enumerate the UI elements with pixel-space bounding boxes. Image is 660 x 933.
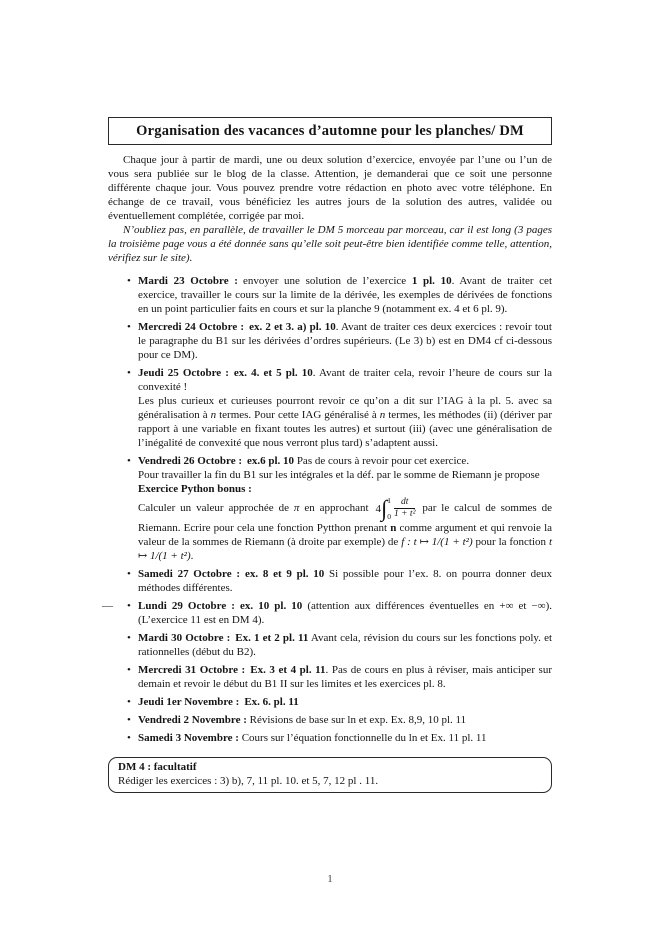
item-text: pour la fonction [472,536,549,548]
bullet-icon: • [127,321,131,333]
math-function-f: t ↦ 1/(1 + t²) [138,536,552,562]
item-text: . Avant de traiter cela, revoir l’heure de cours sur la convexité ! [138,367,552,393]
item-text: termes. Pour cette IAG généralisé à [216,409,380,421]
schedule-item-mardi-23-octobre [108,274,552,316]
page-number: 1 [327,873,333,885]
bullet-icon: • [127,455,131,467]
bullet-icon: • [127,600,131,612]
item-date: Samedi 3 Novembre : [138,732,239,744]
item-date: Mardi 23 Octobre : [138,275,238,287]
math-variable-n: n [379,409,386,421]
item-text: (attention aux différences éventuelles en +∞ et −∞). (L’exercice 11 est en DM 4). [138,600,552,626]
schedule-item-vendredi-26-octobre [108,454,552,563]
item-exercise-ref: ex.6 pl. 10 [247,455,295,467]
item-date: Mardi 30 Octobre : [138,632,231,644]
schedule-item-mercredi-24-octobre [108,320,552,362]
bullet-icon: • [127,696,131,708]
intro-paragraph-2: N’oubliez pas, en parallèle, de travailler le DM 5 morceau par morceau, car il est long (3 pages la troisième page vous a été donnée sans qu’elle soit peut-être bien identifiée comme telle, attention, vérifiez sur le site). [108,224,552,264]
item-exercise-ref: ex. 2 et 3. a) pl. 10 [249,321,336,333]
item-text: Calculer un valeur approchée de [138,502,294,515]
item-date: Vendredi 26 Octobre : [138,455,242,467]
item-exercise-ref: 1 pl. 10 [411,275,452,287]
document-content [102,117,553,793]
item-date: Mercredi 31 Octobre : [138,664,246,676]
schedule-item-samedi-27-octobre [108,567,552,595]
fraction [394,497,415,520]
item-text: Pour travailler la fin du B1 sur les intégrales et la déf. par le somme de Riemann je propose [138,469,540,481]
item-text: . Avant de traiter ces deux exercices : revoir tout le paragraphe du B1 sur les dérivées d’ordres supérieurs. (Le 3) b) est en DM4 cf ci-dessous pour ce DM). [138,321,552,361]
bullet-icon: • [127,568,131,580]
integral-icon: ∫ [380,495,388,521]
fraction-denominator: 1 + t² [394,509,416,519]
dm4-box-title: DM 4 : facultatif [118,761,197,773]
math-variable-n: n [210,409,217,421]
python-arg-n: n [390,522,397,534]
integral-upper-limit: 1 [387,496,392,505]
bullet-icon: • [127,714,131,726]
item-text: . Pas de cours en plus à réviser, mais anticiper sur demain et revoir le début du B1 II sur les limites et les exercices pl. 8. [138,664,552,690]
integral-limits [387,496,391,521]
item-exercise-ref: ex. 8 et 9 pl. 10 [244,568,325,580]
item-text: Si possible pour l’ex. 8. on pourra donner deux méthodes différentes. [138,568,552,594]
item-text: termes, les méthodes (ii) (dériver par rapport à une variable en fixant toutes les autres) et surtout (iii) (avec une généralisation de l’inégalité de convexité que nous verront plus tard) s’adaptent aussi. [138,409,552,449]
item-text: Les plus curieux et curieuses pourront revoir ce qu’on a dit sur l’IAG à la pl. 5. avec sa généralisation à [138,395,552,421]
fraction-numerator: dt [394,497,415,509]
schedule-item-mercredi-31-octobre [108,663,552,691]
item-text: . [190,550,194,562]
bullet-icon: • [127,732,131,744]
integral-lower-limit: 0 [387,512,392,521]
item-text: envoyer une solution de l’exercice [242,275,412,287]
item-date: Vendredi 2 Novembre : [138,714,247,726]
document-title: Organisation des vacances d’automne pour les planches/ DM [108,117,552,145]
item-text: . Avant de traiter cet exercice, travailler le cours sur la limite de la dérivée, les exemples de dérivées de fonctions en un point particulier faits en cours et sur la planche 9 (notamment ex. 4 et 6 pl. 9). [138,275,552,315]
schedule-item-lundi-29-octobre [102,599,552,627]
python-bonus-title: Exercice Python bonus : [138,483,252,495]
item-text: Pas de cours à revoir pour cet exercice. [294,455,470,467]
item-date: Mercredi 24 Octobre : [138,321,245,333]
item-date: Lundi 29 Octobre : [138,600,235,612]
item-exercise-ref: Ex. 3 et 4 pl. 11 [250,664,326,676]
item-exercise-ref: ex. 4. et 5 pl. 10 [233,367,313,379]
item-text: en approchant [299,502,374,515]
schedule-item-samedi-3-novembre [108,731,552,745]
riemann-integral-formula [375,496,415,521]
item-date: Jeudi 25 Octobre : [138,367,229,379]
schedule-list [102,274,553,745]
item-text: comme argument et qui renvoie la valeur de la sommes de Riemann (à droite par exemple) de [138,522,553,548]
dm4-box-body: Rédiger les exercices : 3) b), 7, 11 pl. 10. et 5, 7, 12 pl . 11. [118,775,379,787]
margin-dash-mark: — [102,600,113,612]
math-pi-symbol: π [293,502,300,515]
item-exercise-ref: Ex. 6. pl. 11 [244,696,299,708]
schedule-item-mardi-30-octobre [108,631,552,659]
item-exercise-ref: Ex. 1 et 2 pl. 11 [235,632,309,644]
intro-paragraph-1: Chaque jour à partir de mardi, une ou deux solution d’exercice, envoyée par l’une ou l’un de vous sera publiée sur le blog de la classe. Attention, je demanderai que ce soit une personne différente chaque jour. Vous pouvez prendre votre rédaction en photo avec votre téléphone. En échange de ce travail, vous bénéficiez les autres jours de la solution des autres, validée ou éventuellement complétée, corrigée par moi. [108,154,552,222]
item-date: Samedi 27 Octobre : [138,568,240,580]
bullet-icon: • [127,664,131,676]
formula-coefficient: 4 [375,502,381,515]
dm4-facultatif-box [108,757,552,793]
schedule-item-jeudi-25-octobre [108,366,552,450]
bullet-icon: • [127,632,131,644]
bullet-icon: • [127,275,131,287]
item-date: Jeudi 1er Novembre : [138,696,240,708]
item-text: Révisions de base sur ln et exp. Ex. 8,9, 10 pl. 11 [246,714,467,726]
item-exercise-ref: ex. 10 pl. 10 [239,600,303,612]
item-text: Avant cela, révision du cours sur les fonctions poly. et rationnelles (début du B2). [138,632,553,658]
bullet-icon: • [127,367,131,379]
schedule-item-jeudi-1er-novembre [108,695,552,709]
item-text: par le calcul de sommes de Riemann. Ecrire pour cela une fonction Pytthon prenant [138,502,552,534]
math-function-f: f : t ↦ 1/(1 + t²) [401,536,473,548]
item-text: Cours sur l’équation fonctionnelle du ln et Ex. 11 pl. 11 [238,732,487,744]
schedule-item-vendredi-2-novembre [108,713,552,727]
